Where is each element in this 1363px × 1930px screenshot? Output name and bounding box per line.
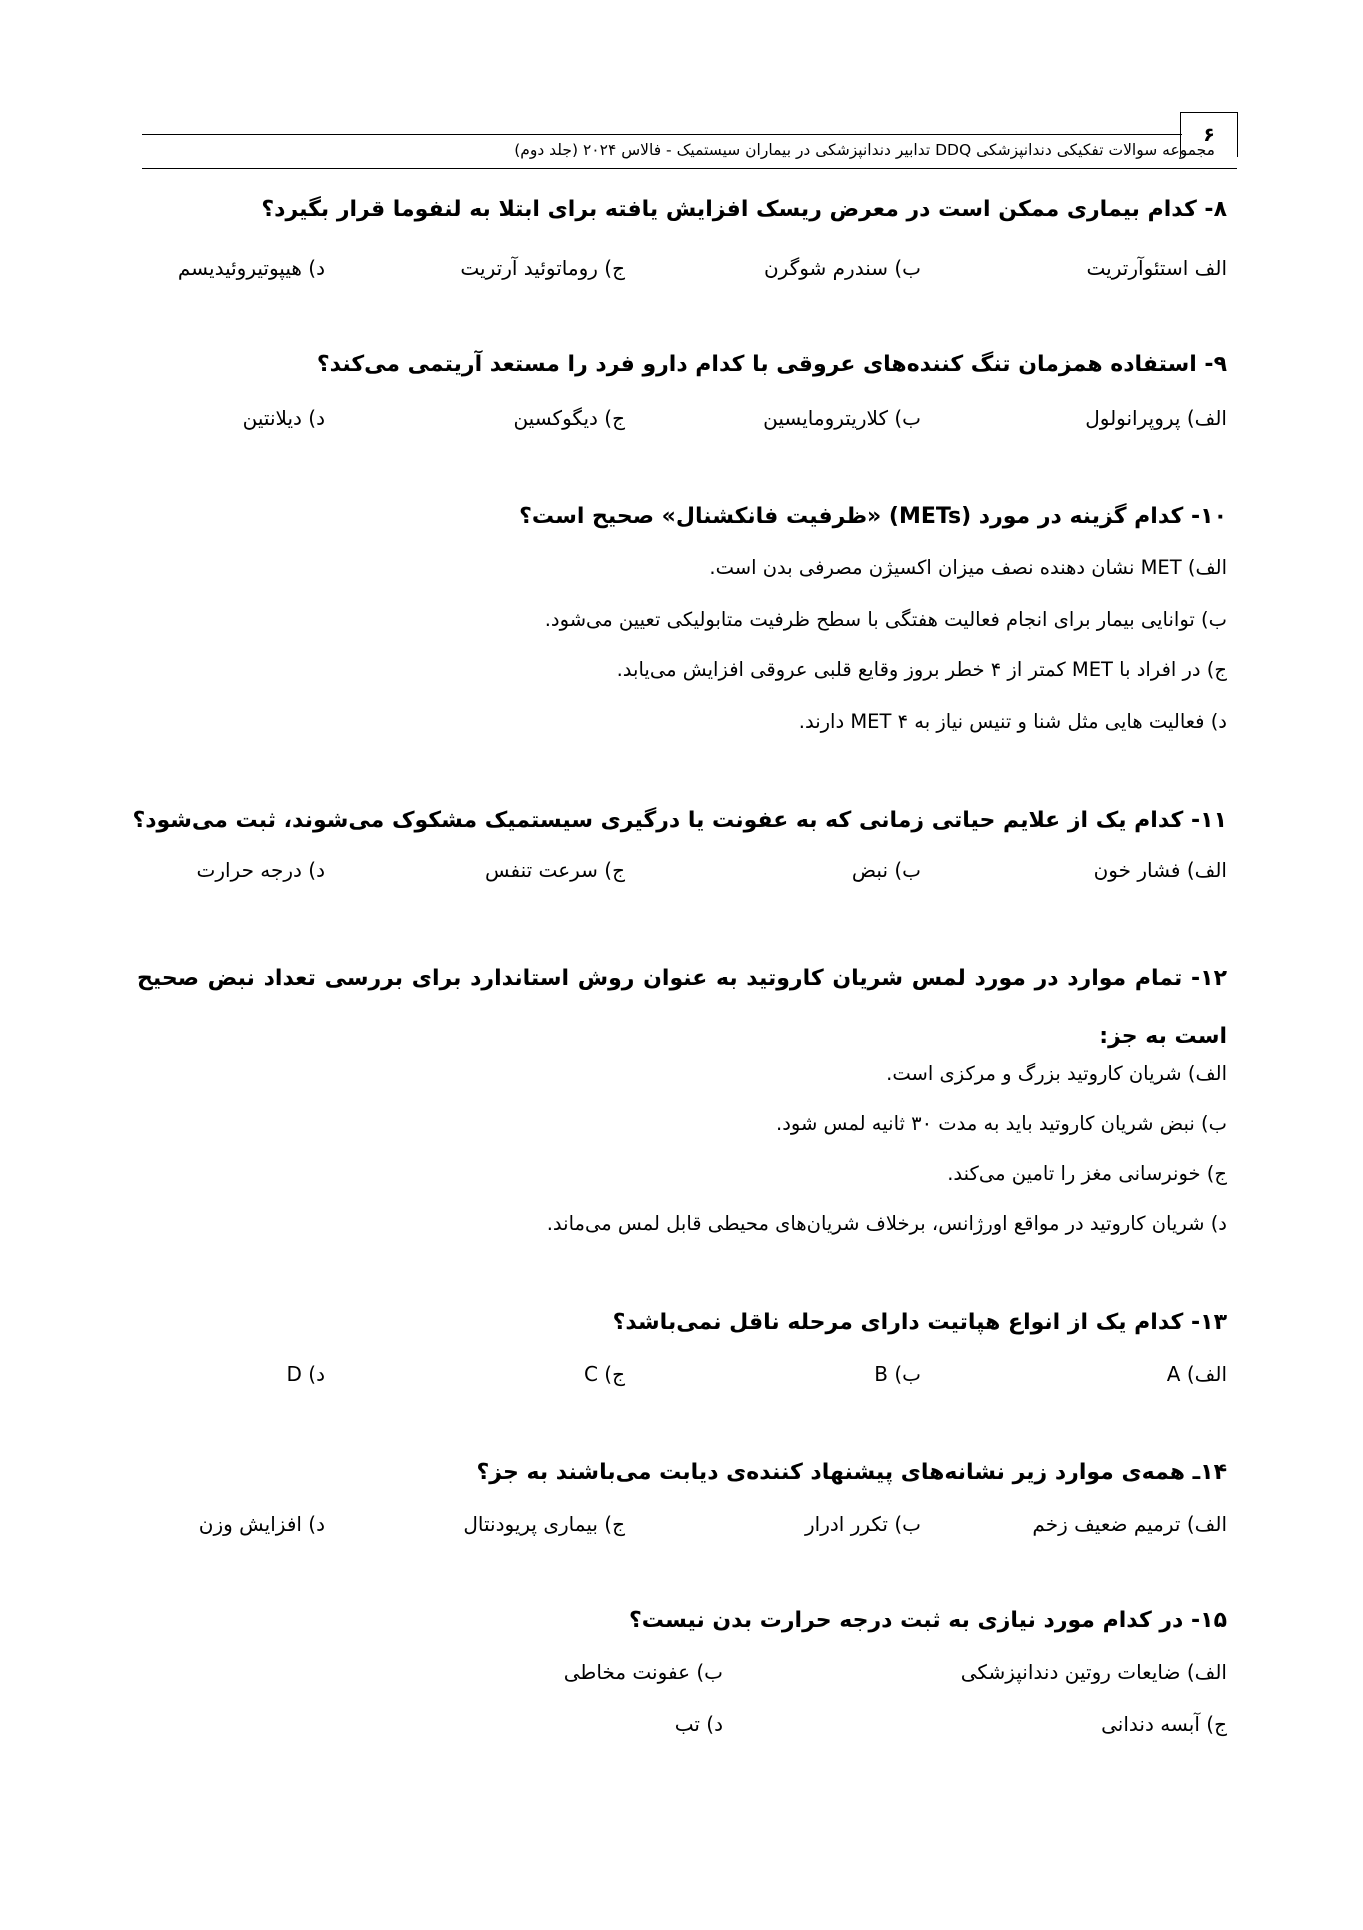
question-9-option-d: د) دیلانتین — [242, 406, 325, 430]
running-header: مجموعه سوالات تفکیکی دندانپزشکی DDQ تدابیر دندانپزشکی در بیماران سیستمیک - فالاس ۲۰۲۴ (جلد دوم) — [514, 141, 1215, 159]
question-13-option-a: الف) A — [1166, 1362, 1227, 1386]
question-15-title: ۱۵- در کدام مورد نیازی به ثبت درجه حرارت بدن نیست؟ — [629, 1608, 1227, 1633]
question-12-option-d: د) شریان کاروتید در مواقع اورژانس، برخلاف شریان‌های محیطی قابل لمس می‌ماند. — [546, 1212, 1227, 1235]
question-11-option-b: ب) نبض — [851, 858, 921, 882]
question-14-option-d: د) افزایش وزن — [198, 1512, 325, 1536]
question-15-option-c: ج) آبسه دندانی — [1101, 1712, 1227, 1736]
question-9-option-c: ج) دیگوکسین — [513, 406, 625, 430]
question-12-option-b: ب) نبض شریان کاروتید باید به مدت ۳۰ ثانیه لمس شود. — [776, 1112, 1227, 1135]
question-14-option-a: الف) ترمیم ضعیف زخم — [1032, 1512, 1227, 1536]
question-9-option-a: الف) پروپرانولول — [1085, 406, 1227, 430]
question-13-title: ۱۳- کدام یک از انواع هپاتیت دارای مرحله ناقل نمی‌باشد؟ — [612, 1310, 1227, 1335]
question-11-title: ۱۱- کدام یک از علایم حیاتی زمانی که به عفونت یا درگیری سیستمیک مشکوک می‌شوند، ثبت می‌شود؟ — [132, 808, 1227, 833]
question-11-option-a: الف) فشار خون — [1093, 858, 1227, 882]
question-9-title: ۹- استفاده همزمان تنگ کننده‌های عروقی با کدام دارو فرد را مستعد آریتمی می‌کند؟ — [316, 352, 1227, 377]
question-11-option-d: د) درجه حرارت — [196, 858, 325, 882]
page-number: ۶ — [1180, 112, 1238, 157]
question-8-option-c: ج) روماتوئید آرتریت — [460, 256, 625, 280]
question-8-option-a: الف استئوآرتریت — [1086, 256, 1227, 280]
question-14-option-b: ب) تکرر ادرار — [805, 1512, 921, 1536]
question-13-option-b: ب) B — [874, 1362, 921, 1386]
question-12-option-c: ج) خونرسانی مغز را تامین می‌کند. — [947, 1162, 1227, 1185]
question-15-option-a: الف) ضایعات روتین دندانپزشکی — [960, 1660, 1227, 1684]
question-11-option-c: ج) سرعت تنفس — [484, 858, 625, 882]
question-15-option-d: د) تب — [674, 1712, 723, 1736]
question-10-option-d: د) فعالیت هایی مثل شنا و تنیس نیاز به MET ۴ دارند. — [798, 710, 1227, 733]
question-10-option-c: ج) در افراد با MET کمتر از ۴ خطر بروز وقایع قلبی عروقی افزایش می‌یابد. — [616, 658, 1227, 681]
question-12-option-a: الف) شریان کاروتید بزرگ و مرکزی است. — [886, 1062, 1227, 1085]
question-12-title: ۱۲- تمام موارد در مورد لمس شریان کاروتید به عنوان روش استاندارد برای بررسی تعداد نبض صحیح است به جز: — [137, 966, 1227, 1049]
question-10-title: ۱۰- کدام گزینه در مورد (METs) «ظرفیت فانکشنال» صحیح است؟ — [519, 504, 1227, 529]
question-14-option-c: ج) بیماری پریودنتال — [463, 1512, 625, 1536]
question-15-option-b: ب) عفونت مخاطی — [563, 1660, 723, 1684]
question-8-title: ۸- کدام بیماری ممکن است در معرض ریسک افزایش یافته برای ابتلا به لنفوما قرار بگیرد؟ — [261, 197, 1227, 222]
question-13-option-d: د) D — [286, 1362, 325, 1386]
question-8-option-b: ب) سندرم شوگرن — [763, 256, 921, 280]
header-rule — [142, 134, 1182, 135]
header-underline — [142, 168, 1237, 169]
question-8-option-d: د) هیپوتیروئیدیسم — [177, 256, 325, 280]
question-14-title: ۱۴ـ همه‌ی موارد زیر نشانه‌های پیشنهاد کننده‌ی دیابت می‌باشند به جز؟ — [476, 1460, 1227, 1485]
question-10-option-a: الف) MET نشان دهنده نصف میزان اکسیژن مصرفی بدن است. — [709, 556, 1227, 579]
question-10-option-b: ب) توانایی بیمار برای انجام فعالیت هفتگی با سطح ظرفیت متابولیکی تعیین می‌شود. — [544, 608, 1227, 631]
question-13-option-c: ج) C — [583, 1362, 625, 1386]
question-9-option-b: ب) کلاریترومایسین — [763, 406, 921, 430]
